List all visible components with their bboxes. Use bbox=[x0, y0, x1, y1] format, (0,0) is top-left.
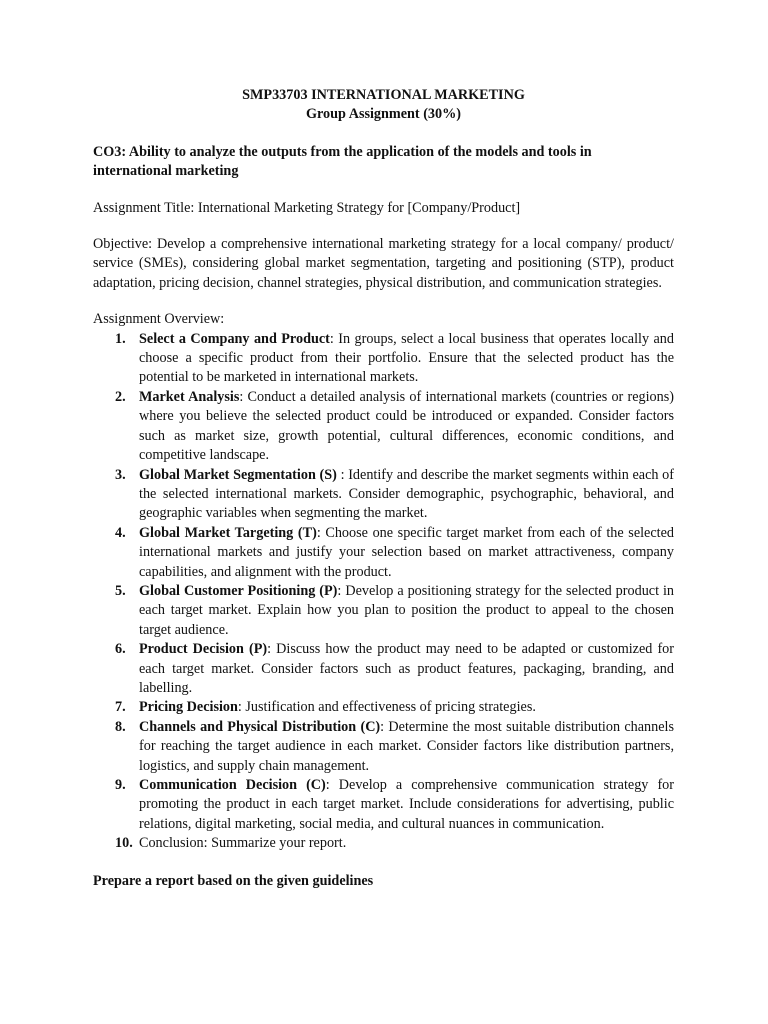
list-item bbox=[93, 388, 674, 466]
item-heading: Pricing Decision bbox=[139, 699, 238, 716]
item-heading: Select a Company and Product bbox=[139, 330, 330, 347]
item-heading: Channels and Physical Distribution (C) bbox=[139, 718, 381, 735]
item-text: Conclusion: Summarize your report. bbox=[139, 835, 347, 852]
list-item bbox=[93, 776, 674, 834]
item-number: 6. bbox=[115, 641, 126, 658]
list-item bbox=[93, 834, 674, 853]
item-text: : Determine the most suitable distribution channels for reaching the target audience in each market. Consider factors like distribution partners, logistics, and supply chain management. bbox=[139, 718, 675, 774]
closing-instruction: Prepare a report based on the given guidelines bbox=[93, 872, 374, 889]
item-number: 1. bbox=[115, 330, 126, 347]
list-item bbox=[93, 466, 674, 524]
list-item bbox=[93, 698, 674, 717]
item-text: : Discuss how the product may need to be adapted or customized for each target market. Consider factors such as product features, packaging, branding, and labelling. bbox=[139, 641, 674, 696]
item-heading: Global Market Segmentation (S) bbox=[139, 466, 337, 483]
item-heading: Market Analysis bbox=[139, 388, 240, 405]
item-text: : Choose one specific target market from each of the selected international markets and justify your selection based on market attractiveness, company capabilities, and alignment with the product. bbox=[139, 524, 674, 580]
item-text: : Conduct a detailed analysis of international markets (countries or regions) where you believe the selected product could be introduced or expanded. Consider factors such as market size, growth potential, cultural differences, economic conditions, and competitive landscape. bbox=[139, 388, 674, 464]
assignment-subtitle: Group Assignment (30%) bbox=[305, 106, 462, 123]
item-number: 9. bbox=[115, 777, 126, 793]
item-number: 10. bbox=[115, 835, 133, 852]
course-code-title: SMP33703 INTERNATIONAL MARKETING bbox=[242, 87, 525, 103]
item-text: : Develop a comprehensive communication strategy for promoting the product in each target market. Include considerations for advertising, public relations, digital marketing, social media, and cultural nuances in communication. bbox=[139, 777, 674, 832]
item-text: : In groups, select a local business that operates locally and choose a specific product from their portfolio. Ensure that the selected product has the potential to be marketed in international markets. bbox=[139, 330, 674, 386]
list-item bbox=[93, 640, 674, 698]
item-heading: Global Market Targeting (T) bbox=[139, 524, 317, 541]
item-text: : Identify and describe the market segments within each of the selected international markets. Consider demographic, psychographic, behavioral, and geographic variables when segmenting the market. bbox=[139, 466, 674, 522]
item-number: 7. bbox=[115, 699, 126, 716]
item-number: 5. bbox=[115, 582, 126, 599]
list-item bbox=[93, 718, 674, 776]
list-item bbox=[93, 524, 674, 582]
objective-paragraph: Objective: Develop a comprehensive international marketing strategy for a local company/ product/ service (SMEs), considering global market segmentation, targeting and positioning (STP), product adaptation, pricing decision, channel strategies, physical distribution, and communication strategies. bbox=[93, 236, 674, 291]
list-item bbox=[93, 582, 674, 640]
item-heading: Product Decision (P) bbox=[139, 641, 268, 658]
item-text: : Justification and effectiveness of pricing strategies. bbox=[237, 699, 536, 716]
item-number: 4. bbox=[115, 524, 126, 541]
item-heading: Global Customer Positioning (P) bbox=[139, 582, 338, 599]
assignment-title: Assignment Title: International Marketing Strategy for [Company/Product] bbox=[93, 199, 521, 216]
item-number: 8. bbox=[115, 718, 126, 735]
item-number: 2. bbox=[115, 388, 126, 405]
document-page bbox=[93, 86, 674, 891]
course-outcome: CO3: Ability to analyze the outputs from the application of the models and tools in international marketing bbox=[93, 143, 592, 180]
item-number: 3. bbox=[115, 466, 126, 483]
list-item bbox=[93, 330, 674, 388]
item-text: : Develop a positioning strategy for the selected product in each target market. Explain how you plan to position the product to appeal to the chosen target audience. bbox=[139, 582, 675, 638]
overview-heading: Assignment Overview: bbox=[93, 311, 225, 328]
overview-list bbox=[93, 330, 674, 854]
item-heading: Communication Decision (C) bbox=[139, 777, 326, 793]
